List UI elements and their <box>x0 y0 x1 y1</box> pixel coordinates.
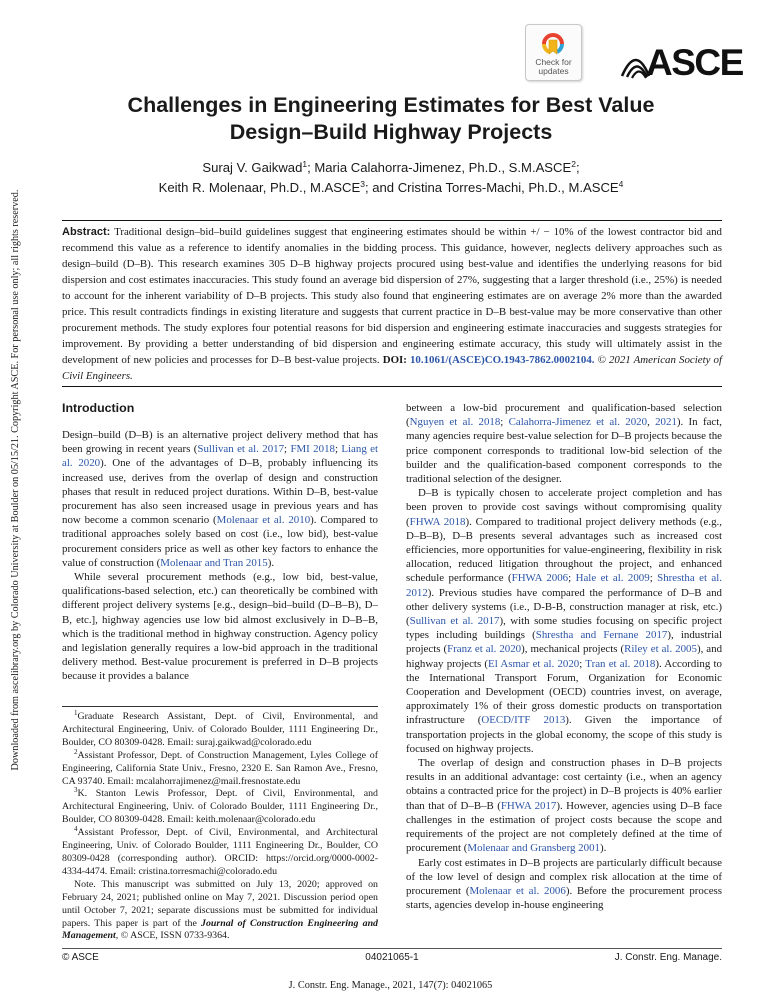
abstract-label: Abstract: <box>62 226 111 238</box>
title-line-1: Challenges in Engineering Estimates for Best Value <box>127 93 655 117</box>
citation-link[interactable]: Calahorra-Jimenez et al. 2020 <box>508 416 648 429</box>
footnote-2: $^2$Assistant Professor, Dept. of Construction Management, Lyles College of Engineering, California State Univ., Fresno, 2320 E. San Ramon Ave., Fresno, CA 93740. Email: mcalahorrajimenez@mail.fresnostate.edu <box>62 747 378 787</box>
right-paragraph-4: Early cost estimates in D–B projects are particularly difficult because of the low level of design and complex risk allocation at the time of procurement (Molenaar et al. 2006). Before the procurement process starts, agencies develop in-house engineering <box>406 856 723 912</box>
check-updates-icon <box>541 30 565 56</box>
footer-journal: J. Constr. Eng. Manage. <box>614 952 722 963</box>
footnote-1: $^1$Graduate Research Assistant, Dept. of Civil, Environmental, and Architectural Engineering, Univ. of Colorado Boulder, 1111 Engineering Dr., Boulder, CO 80309-0428. Email: suraj.gaikwad@colorado.edu <box>62 709 378 748</box>
citation-link[interactable]: Molenaar and Tran 2015 <box>160 556 268 569</box>
author-1: Suraj V. Gaikwad <box>202 160 303 175</box>
citation-link[interactable]: OECD/ITF 2013 <box>481 714 566 727</box>
citation-link[interactable]: Molenaar and Gransberg 2001 <box>467 842 600 855</box>
citation-link[interactable]: Liang et al. 2020 <box>62 443 379 470</box>
citation-link[interactable]: Franz et al. 2020 <box>447 643 522 656</box>
right-column <box>406 401 722 912</box>
intro-paragraph-2: While several procurement methods (e.g., low bid, best-value, qualifications-based selection, etc.) can theoretically be combined with different project delivery systems [e.g., design–bid–build (D–B–B), D–B, etc.], highway agencies use low bid almost exclusively in D–B–B, which is the traditional method in highway construction. Agency policy and legislation generally requires a low-bid approach in the traditional delivery method. Best-value procurement is preferred in D–B projects because it provides a balance <box>62 571 378 683</box>
citation-link[interactable]: Sullivan et al. 2017 <box>197 443 285 456</box>
doi-label: DOI: <box>382 354 407 366</box>
left-column <box>62 400 378 684</box>
asce-logo <box>620 42 743 83</box>
citation-link[interactable]: Shrestha et al. 2012 <box>406 572 722 599</box>
abstract <box>62 220 722 387</box>
citation-link[interactable]: Shrestha and Fernane 2017 <box>535 629 668 642</box>
footnote-4: $^4$Assistant Professor, Dept. of Civil, Environmental, and Architectural Engineering, Univ. of Colorado Boulder, 1111 Engineering Dr., Boulder, CO 80309-0428 (corresponding author). ORCID: https://orcid.org/0000-0002-4334-4474. Email: cristina.torresmachi@colorado.edu <box>62 825 378 877</box>
download-watermark: Downloaded from ascelibrary.org by Colorado University at Boulder on 05/15/21. Copyright ASCE. For personal use only; all rights reserved. <box>10 189 21 771</box>
footnotes <box>62 706 378 943</box>
journal-citation: J. Constr. Eng. Manage., 2021, 147(7): 04021065 <box>288 980 493 991</box>
author-2: ; Maria Calahorra-Jimenez, Ph.D., S.M.ASCE <box>307 160 572 175</box>
author-1-mark: 1 <box>302 159 308 169</box>
citation-link[interactable]: Tran et al. 2018 <box>585 657 656 670</box>
manuscript-note: Note. This manuscript was submitted on July 13, 2020; approved on February 24, 2021; published online on May 7, 2021. Discussion period open until October 7, 2021; separate discussions must be submitted for individual papers. This paper is part of the Journal of Construction Engineering and Management, © ASCE, ISSN 0733-9364. <box>62 878 378 942</box>
citation-link[interactable]: El Asmar et al. 2020 <box>488 657 580 670</box>
badge-line-1: Check for <box>535 57 572 67</box>
right-paragraph-1: between a low-bid procurement and qualification-based selection (Nguyen et al. 2018; Calahorra-Jimenez et al. 2020, 2021). In fact, many agencies require best-value selection for D–B projects because the price component corresponds to traditional low-bid selection of the builder and the qualification-based component corresponds to the traditional selection of the designer. <box>406 402 723 486</box>
author-list <box>60 158 722 198</box>
footer-article-number: 04021065-1 <box>365 952 419 963</box>
intro-paragraph-1: Design–build (D–B) is an alternative project delivery method that has been growing in recent years (Sullivan et al. 2017; FMI 2018; Liang et al. 2020). One of the advantages of D–B, probably influencing its increased use, derives from the overlap of design and construction phases that result in reduced project durations. Within D–B, best-value procurement has also seen increased usage in previous years and has now become a common scenario (Molenaar et al. 2010). Compared to traditional approaches solely based on cost (i.e., low bid), best-value procurement considers price as well as other key factors to enhance the value of construction (Molenaar and Tran 2015). <box>62 429 379 569</box>
citation-link[interactable]: FMI 2018 <box>290 443 335 456</box>
abstract-text: Traditional design–bid–build guidelines suggest that engineering estimates should be within +/ − 10% of the lowest contractor bid and recommend this value as a reference to identify anomalies in the bidding process. This guidance, however, neglects delivery approaches such as design–build (D–B). This research examines 305 D–B highway projects procured using best-value and identifies the underlying reasons for bid dispersion and cost estimates inaccuracies. This study found an average bid dispersion of 27%, suggesting that a larger threshold (i.e., 25%) is needed to account for the inherent variability of D–B projects. This study also found that engineering estimates are on average 2% more than the awarded price. This result contradicts findings in existing literature and suggests that current practice in D–B best-value may be more conservative than other procurement methods. The study explores four potential reasons for bid dispersion and engineering estimate inaccuracies and suggests strategies for improvement. By providing a better understanding of bid dispersion and engineering estimate accuracy, this study will ultimately assist in the development of new policies and processes for D–B best-value projects. <box>62 226 722 366</box>
right-paragraph-2: D–B is typically chosen to accelerate project completion and has been proven to provide cost savings without compromising quality (FHWA 2018). Compared to traditional project delivery methods (e.g., D–B–B), D–B presents several advantages such as increased cost efficiencies, more opportunities for value-engineering, flexibility in risk allocation, reduced litigation throughout the project, and enhanced schedule performance (FHWA 2006; Hale et al. 2009; Shrestha et al. 2012). Previous studies have compared the performance of D–B and other delivery systems (i.e., D-B-B, construction manager at risk, etc.) (Sullivan et al. 2017), with some studies focusing on specific project types including buildings (Shrestha and Fernane 2017), industrial projects (Franz et al. 2020), mechanical projects (Riley et al. 2005), and highway projects (El Asmar et al. 2020; Tran et al. 2018). According to the International Transport Forum, Organization for Economic Cooperation and Development (OECD) countries invest, on average, approximately 1% of their gross domestic products on transportation infrastructure (OECD/ITF 2013). Given the importance of transportation projects in the global economy, the scope of this study is focused on highway projects. <box>406 487 723 755</box>
citation-link[interactable]: Nguyen et al. 2018 <box>409 416 501 429</box>
abstract-copyright: © 2021 American Society of Civil Engineers. <box>62 354 722 382</box>
badge-line-2: updates <box>538 66 569 76</box>
citation-link[interactable]: 2021 <box>655 416 677 429</box>
footnote-3: $^3$K. Stanton Lewis Professor, Dept. of Civil, Environmental, and Architectural Engineering, Univ. of Colorado Boulder, 1111 Engineering Dr., Boulder, CO 80309-0428. Email: keith.molenaar@colorado.edu <box>62 786 378 826</box>
citation-link[interactable]: FHWA 2006 <box>511 572 569 585</box>
citation-link[interactable]: Riley et al. 2005 <box>624 643 697 656</box>
author-3-mark: 3 <box>360 179 365 189</box>
citation-link[interactable]: Sullivan et al. 2017 <box>409 615 500 628</box>
citation-link[interactable]: Molenaar et al. 2010 <box>216 514 311 527</box>
journal-name: Journal of Construction Engineering and Management <box>62 917 378 942</box>
check-for-updates-badge[interactable] <box>525 24 582 81</box>
article-title <box>60 92 722 146</box>
right-paragraph-3: The overlap of design and construction phases in D–B projects results in an additional advantage: cost certainty (i.e., when an agency obtains a contracted price for the project) in D–B projects is 40% earlier than that of D–B–B (FHWA 2017). However, agencies using D–B face challenges in the estimation of project costs because the scope and requirements of the project are not completely defined at the time of procurement (Molenaar and Gransberg 2001). <box>406 757 722 855</box>
author-4-mark: 4 <box>618 179 624 189</box>
introduction-heading: Introduction <box>62 401 135 415</box>
author-3: Keith R. Molenaar, Ph.D., M.ASCE <box>158 180 361 195</box>
citation-link[interactable]: Molenaar et al. 2006 <box>469 884 566 897</box>
citation-link[interactable]: FHWA 2017 <box>500 799 557 812</box>
page-footer <box>62 948 722 966</box>
author-4: ; and Cristina Torres-Machi, Ph.D., M.ASCE <box>364 180 619 195</box>
footer-copyright: © ASCE <box>62 952 99 963</box>
asce-logo-text: ASCE <box>646 42 743 83</box>
citation-link[interactable]: FHWA 2018 <box>409 515 466 528</box>
citation-link[interactable]: Hale et al. 2009 <box>575 572 650 585</box>
author-2-mark: 2 <box>571 159 576 169</box>
doi-link[interactable]: 10.1061/(ASCE)CO.1943-7862.0002104. <box>406 354 595 366</box>
title-line-2: Design–Build Highway Projects <box>229 120 553 144</box>
author-separator: ; <box>575 160 580 175</box>
